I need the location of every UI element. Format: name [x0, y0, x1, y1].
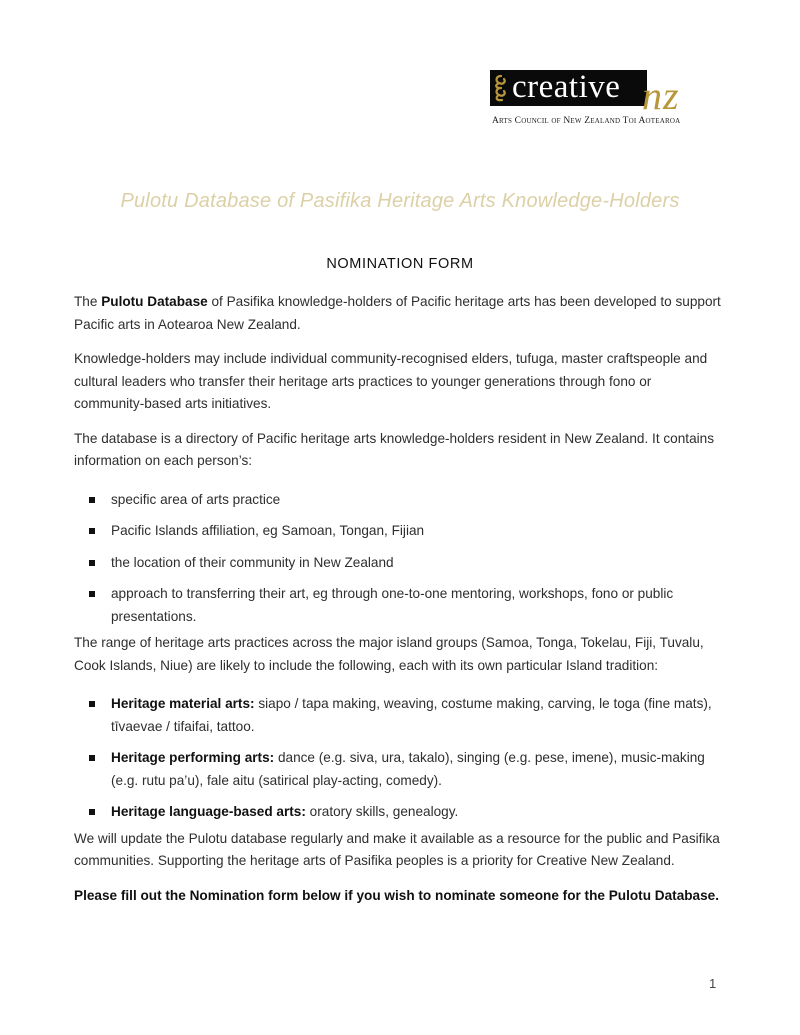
intro-paragraph [74, 291, 724, 336]
logo-black-bar [490, 70, 647, 106]
list-item-text: Pacific Islands affiliation, eg Samoan, Tongan, Fijian [111, 523, 425, 538]
category-label: Heritage material arts: [111, 696, 255, 711]
square-bullet-icon [89, 528, 95, 534]
form-heading: NOMINATION FORM [326, 256, 474, 272]
list-item-text: approach to transferring their art, eg through one-to-one mentoring, workshops, fono or public presentations. [111, 586, 674, 624]
category-label: Heritage language-based arts: [111, 804, 306, 819]
list-item [74, 520, 724, 543]
category-text: oratory skills, genealogy. [305, 804, 459, 819]
square-bullet-icon [89, 591, 95, 597]
document-body [74, 291, 724, 919]
update-paragraph: We will update the Pulotu database regularly and make it available as a resource for the public and Pasifika communities. Supporting the heritage arts of Pasifika peoples is a priority for Creative New Zealand. [74, 830, 720, 868]
list-item [74, 489, 724, 512]
list-item [74, 583, 724, 628]
list-item [74, 747, 724, 792]
arts-categories-list [74, 693, 724, 824]
category-label: Heritage performing arts: [111, 750, 275, 765]
square-bullet-icon [89, 701, 95, 707]
document-title: Pulotu Database of Pasifika Heritage Arts Knowledge-Holders [120, 190, 680, 212]
square-bullet-icon [89, 497, 95, 503]
koru-icon [493, 74, 509, 102]
page-number: 1 [709, 976, 717, 991]
creative-nz-logo [490, 70, 730, 130]
list-item-text: the location of their community in New Zealand [111, 554, 394, 570]
logo-tagline: Arts Council of New Zealand Toi Aotearoa [492, 116, 681, 126]
square-bullet-icon [89, 755, 95, 761]
range-paragraph: The range of heritage arts practices across the major island groups (Samoa, Tonga, Tokelau, Fiji, Tuvalu, Cook Islands, Niue) are likely to include the following, each with its own particular Island tradition: [74, 635, 704, 673]
list-item [74, 552, 724, 575]
square-bullet-icon [89, 809, 95, 815]
category-text: siapo / tapa making, weaving, costume making, carving, le toga (fine mats), tīvaevae / tifaifai, tattoo. [111, 696, 712, 734]
intro-suffix: of Pasifika knowledge-holders of Pacific heritage arts has been developed to support Pacific arts in Aotearoa New Zealand. [74, 294, 721, 332]
closing-instruction: Please fill out the Nomination form below if you wish to nominate someone for the Pulotu Database. [74, 887, 720, 903]
logo-wordmark: creative [512, 69, 621, 105]
square-bullet-icon [89, 560, 95, 566]
list-item-text: specific area of arts practice [111, 491, 281, 507]
list-item [74, 801, 724, 824]
category-text: dance (e.g. siva, ura, takalo), singing (e.g. pese, imene), music-making (e.g. rutu pa’u), fale aitu (satirical play-acting, comedy). [111, 750, 705, 788]
info-list [74, 489, 724, 629]
knowledge-holders-paragraph: Knowledge-holders may include individual community-recognised elders, tufuga, master craftspeople and cultural leaders who transfer their heritage arts practices to younger generations through fono or community-based arts initiatives. [74, 351, 708, 411]
list-item [74, 693, 724, 738]
intro-bold-name: Pulotu Database [101, 294, 208, 309]
directory-paragraph: The database is a directory of Pacific heritage arts knowledge-holders resident in New Zealand. It contains information on each person’s: [74, 430, 715, 468]
intro-prefix: The [74, 294, 102, 309]
logo-nz-mark: nz [642, 73, 680, 118]
